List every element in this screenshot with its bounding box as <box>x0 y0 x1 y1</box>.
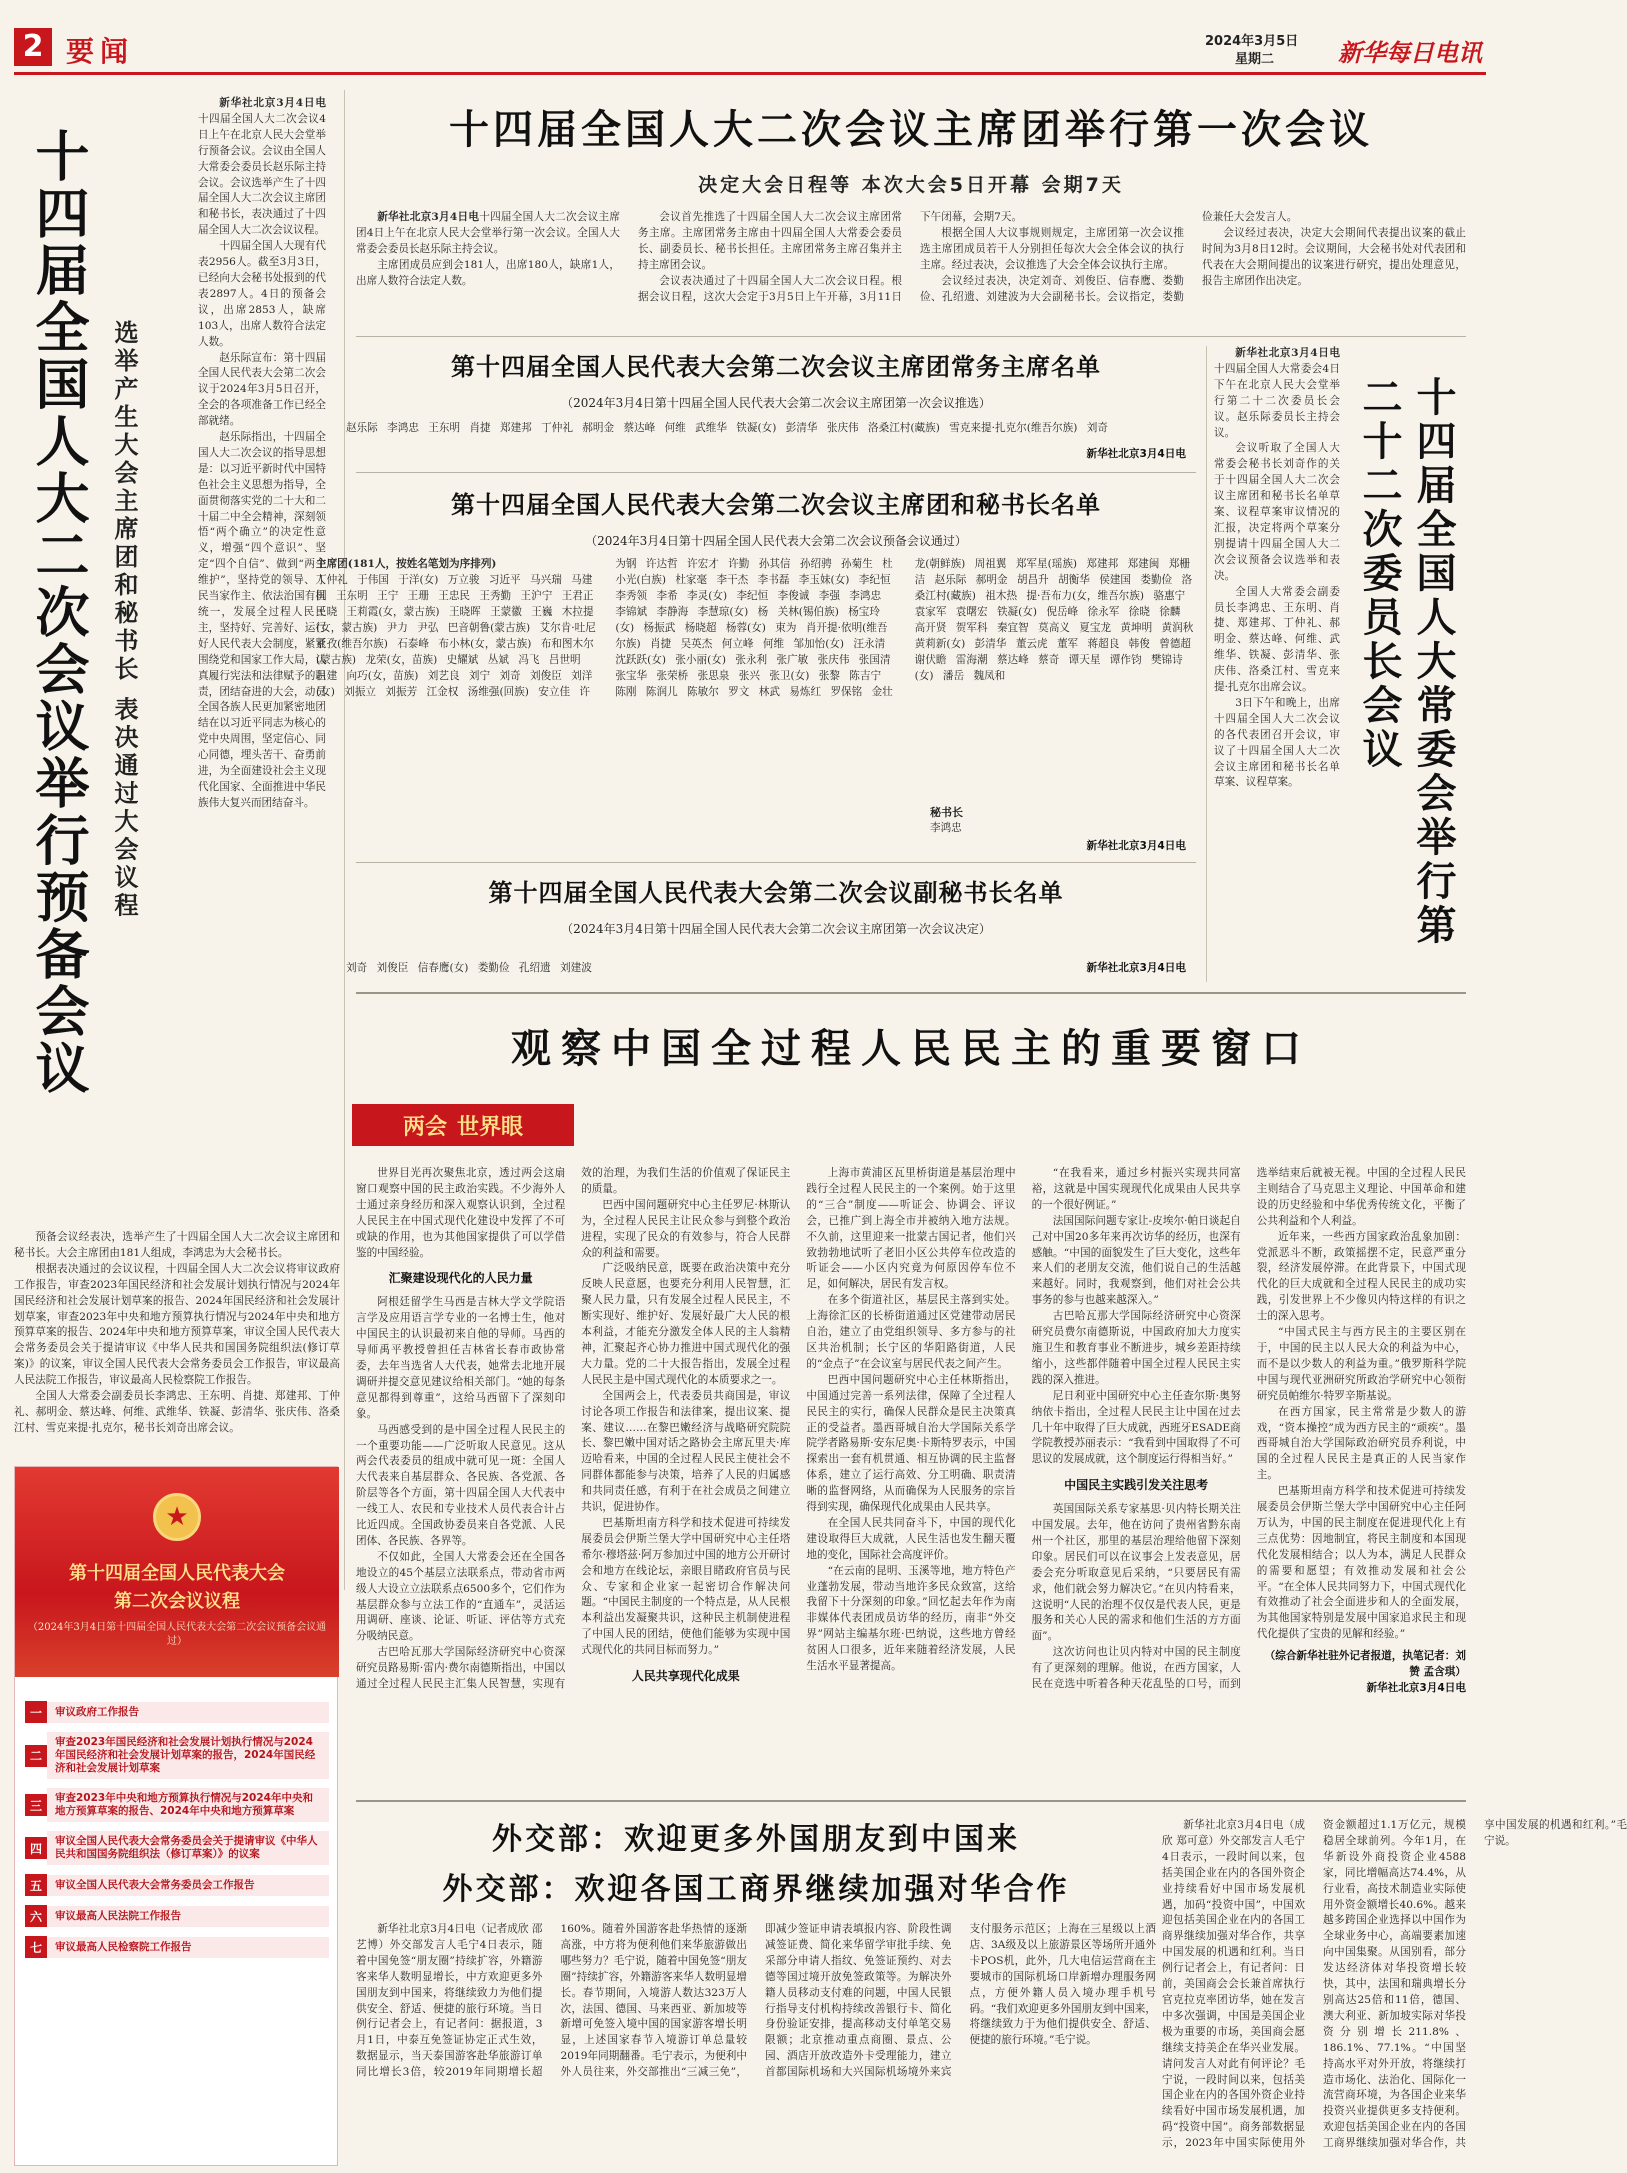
badge-word-b: 世界眼 <box>457 1114 524 1140</box>
standing-list-names: 赵乐际 李鸿忠 王东明 肖捷 郑建邦 丁仲礼 郝明金 蔡达峰 何维 武维华 铁凝(女) 彭清华 张庆伟 洛桑江村(藏族) 雪克来提·扎克尔(维吾尔族) 刘奇 <box>346 422 1108 434</box>
agenda-item <box>25 1701 329 1723</box>
right-headline: 十四届全国人大常委会举行第二十二次委员长会议 <box>1356 376 1456 948</box>
standing-list-note: （2024年3月4日第十四届全国人民代表大会第二次会议主席团第一次会议推选） <box>561 396 991 410</box>
feature-section-title: 汇聚建设现代化的人民力量 <box>388 1271 533 1286</box>
feature-para: 古巴哈瓦那大学国际经济研究中心资深研究员费尔南德斯说，中国政府加大力度实施卫生和教育事业不断进步，城乡差距持续缩小，这些都伴随着中国全过程人民民主实践的深入推进。 <box>1031 1310 1241 1386</box>
feature-para: 巴西中国问题研究中心主任罗尼·林斯认为，全过程人民民主让民众参与到整个政治进程，实现了民众的有效参与，符合人民群众的利益和需要。 <box>581 1198 791 1259</box>
agenda-item <box>25 1831 329 1865</box>
feature-para: 巴西中国问题研究中心主任林斯指出，中国通过完善一系列法律，保障了全过程人民民主的实行，确保人民群众是民主决策真正的受益者。墨西哥城自治大学国际关系学院学者路易斯·安东尼奥·卡斯特罗表示，中国探索出一套有机贯通、相互协调的民主监督体系，建立了运行高效、分工明确、职责清晰的监督网络，从而确保为人民服务的宗旨得到实现，确保现代化成果由人民共享。 <box>806 1373 1016 1514</box>
section-rule <box>356 992 1466 994</box>
feature-dateline: 新华社北京3月4日电 <box>1366 1682 1466 1694</box>
presidium-para: 会议首先推选了十四届全国人大二次会议主席团常务主席。主席团常务主席由十四届全国人大常委会委员长、副委员长、秘书长担任。主席团常务主席召集并主持主席团会议。 <box>638 211 902 271</box>
page-number: 2 <box>14 28 52 66</box>
left-dateline: 新华社北京3月4日电 <box>219 97 326 109</box>
agenda-item <box>25 1788 329 1822</box>
feature-para: 巴基斯坦南方科学和技术促进可持续发展委员会伊斯兰堡大学中国研究中心主任阿万认为，中国的民主制度在促进现代化上有三点优势：因地制宜，将民主制度和本国现代化发展相结合；以人为本，满足人民群众的需要和愿望；有效推动发展和社会公平。“在全体人民共同努力下，中国式现代化有效推动了社会全面进步和人的全面发展，为其他国家特别是发展中国家追求民主和现代化提供了宝贵的见解和经验。” <box>1256 1485 1466 1641</box>
agenda-title-line1: 第十四届全国人民代表大会 <box>69 1563 285 1584</box>
feature-badge <box>352 1104 574 1146</box>
agenda-item-number: 二 <box>25 1745 47 1767</box>
left-para: 十四届全国人大现有代表2956人。截至3月3日，已经向大会秘书处报到的代表2897人。4日的预备会议，出席2853人，缺席103人，出席人数符合法定人数。 <box>198 240 326 348</box>
right-para: 会议听取了全国人大常委会秘书长刘奇作的关于十四届全国人大二次会议主席团和秘书长名单草案、议程草案审议情况的汇报，决定将两个草案分别提请十四届全国人大二次会议预备会议选举和表决。 <box>1214 442 1340 582</box>
section-rule <box>356 862 1196 863</box>
presidium-list-names <box>316 556 1196 856</box>
feature-para: 近年来，一些西方国家政治乱象加剧：党派恶斗不断，政策摇摆不定，民意严重分裂，经济发展停滞。在此背景下，中国式现代化的巨大成就和全过程人民民主的成功实践，引发世界上不少像贝内特这样的有识之士的深入思考。 <box>1256 1230 1466 1323</box>
left-story-column <box>198 96 326 1228</box>
mofa-story-2-text: 新华社北京3月4日电（成欣 郑可意）外交部发言人毛宁4日表示，一段时间以来，包括美国企业在内的各国外资企业持续看好中国市场发展机遇，加码“投资中国”，中国欢迎包括美国企业在内的各国工商界继续加强对华合作，共享中国发展的机遇和红利。当日例行记者会上，有记者问：日前，美国商会会长兼首席执行官克拉克率团访华，她在发言中多次强调，中国是美国企业极为重要的市场，美国商会愿继续支持美企在华兴业发展。请问发言人对此有何评论？毛宁说，一段时间以来，包括美国企业在内的各国外资企业持续看好中国市场发展机遇，加码“投资中国”。商务部数据显示，2023年中国实际使用外资金额超过1.1万亿元，规模稳居全球前列。今年1月，在华新设外商投资企业4588家，同比增幅高达74.4%，从行业看，高技术制造业实际使用外资金额增长40.6%。越来越多跨国企业选择以中国作为全球业务中心，高端要素加速向中国集聚。从国别看，部分发达经济体对华投资增长较快，其中，法国和瑞典增长分别高达25倍和11倍，德国、澳大利亚、新加坡实际对华投资分别增长211.8%、186.1%、77.1%。“中国坚持高水平对外开放，将继续打造市场化、法治化、国际化一流营商环境，为各国企业来华投资兴业提供更多支持便利。欢迎包括美国企业在内的各国工商界继续加强对华合作，共享中国发展的机遇和红利。”毛宁说。 <box>1162 1819 1627 2150</box>
agenda-item-number: 六 <box>25 1905 47 1927</box>
secretary-general-label: 秘书长 <box>930 806 963 819</box>
agenda-item-label: 审查2023年国民经济和社会发展计划执行情况与2024年国民经济和社会发展计划草案的报告，2024年国民经济和社会发展计划草案 <box>47 1732 329 1779</box>
feature-para: 古巴哈瓦那大学国际经济研究中心资深研究员路易斯·雷内·费尔南德斯指出，中国以通过全过程人民民主汇集人民智慧，实现有效的治理，为我们生活的价值观了保证民主的质量。 <box>356 1167 791 1691</box>
standing-list-dateline: 新华社北京3月4日电 <box>1086 448 1186 460</box>
left-headline: 十四届全国人大二次会议举行预备会议 <box>27 128 90 1097</box>
masthead <box>0 0 1500 70</box>
deputy-list-headline: 第十四届全国人民代表大会第二次会议副秘书长名单 <box>488 879 1064 907</box>
deputy-list-names: 刘奇 刘俊臣 信春鹰(女) 娄勤俭 孔绍遗 刘建波 <box>346 962 592 974</box>
presidium-dateline: 新华社北京3月4日电 <box>377 211 480 223</box>
feature-para: 这次访问也让贝内特对中国的民主制度有了更深刻的理解。他说，在西方国家，人民在竞选中听着各种天花乱坠的口号，而到选举结束后就被无视。中国的全过程人民民主则结合了马克思主义理论、中国革命和建设的历史经验和中华优秀传统文化，平衡了公共利益和个人利益。 <box>1031 1167 1466 1691</box>
section-rule <box>356 472 1196 473</box>
presidium-para: 主席团成员应到会181人，出席180人，缺席1人，出席人数符合法定人数。 <box>356 258 620 287</box>
feature-para: 法国国际问题专家让-皮埃尔·帕日谈起自己对中国20多年来再次访华的经历，也深有感触。“中国的面貌发生了巨大变化，这些年来人们的老朋友交流，他们说自己的生活越来越好。同时，我观察到，他们对社会公共事务的参与也越来越深入。” <box>1031 1214 1241 1307</box>
agenda-banner <box>15 1467 339 1677</box>
presidium-headline: 十四届全国人大二次会议主席团举行第一次会议 <box>449 107 1373 153</box>
feature-para: 在西方国家，民主常常是少数人的游戏，“资本操控”成为西方民主的“顽疾”。墨西哥城自治大学国际政治研究员乔利说，中国的全过程人民民主是真正的人民当家作主。 <box>1256 1405 1466 1482</box>
presidium-para: 根据全国人大议事规则规定，主席团第一次会议推选主席团成员若干人分别担任每次大会全体会议的执行主席。经过表决，会议推选了大会全体会议执行主席。 <box>920 226 1184 271</box>
feature-para: 巴基斯坦南方科学和技术促进可持续发展委员会伊斯兰堡大学中国研究中心主任塔希尔·穆塔兹·阿万参加过中国的地方公开研讨会和地方在线论坛，亲眼目睹政府官员与民众、专家和企业家一起密切合作解决问题。“中国民主制度的一个特点是，从人民根本利益出发凝聚共识，这种民主机制使进程了中国人民的团结，使他们能够为实现中国式现代化的共同目标而努力。” <box>581 1516 791 1657</box>
emblem-star-icon: ★ <box>165 1502 189 1532</box>
brand-logo: 新华每日电讯 <box>1338 38 1482 67</box>
agenda-item-label: 审议全国人民代表大会常务委员会关于提请审议《中华人民共和国国务院组织法（修订草案）》的议案 <box>47 1831 329 1865</box>
presidium-list-note: （2024年3月4日第十四届全国人民代表大会第二次会议预备会议通过） <box>585 534 967 548</box>
standing-list-headline: 第十四届全国人民代表大会第二次会议主席团常务主席名单 <box>451 353 1101 381</box>
presidium-para: 十四届全国人大二次会议主席团4日上午在北京人民大会堂举行第一次会议。全国人大常委会委员长赵乐际主持会议。 <box>356 211 621 255</box>
date-text: 2024年3月5日 <box>1205 34 1299 49</box>
mofa-story-2 <box>1162 1818 1627 2166</box>
left-story-bottom <box>14 1230 340 1460</box>
left-para: 全国人大常委会副委员长李鸿忠、王东明、肖捷、郑建邦、丁仲礼、郝明金、蔡达峰、何维、武维华、铁凝、彭清华、张庆伟、洛桑江村、雪克来提·扎克尔，秘书长刘奇出席会议。 <box>14 1390 340 1434</box>
agenda-item-number: 四 <box>25 1837 47 1859</box>
feature-para: 全国两会上，代表委员共商国是，审议讨论各项工作报告和法律案，提出议案、提案、建议……在黎巴嫩经济与战略研究院院长、黎巴嫩中国对话之路协会主席瓦里夫·库迈哈看来，中国的全过程人民民主使社会不同群体都能参与决策，培养了人民的归属感和共同责任感，有利于在社会成员之间建立共识，促进协作。 <box>581 1389 791 1514</box>
section-rule <box>356 1800 1466 1802</box>
presidium-para: 会议经过表决，决定大会期间代表提出议案的截止时间为3月8日12时。会议期间，大会秘书处对代表团和代表在大会期间提出的议案进行研究，提出处理意见，报告主席团作出决定。 <box>1202 226 1466 287</box>
presidium-list-label: 主席团(181人，按姓名笔划为序排列) <box>316 558 497 570</box>
feature-para: “在云南的昆明、玉溪等地，地方特色产业蓬勃发展，带动当地许多民众致富，这给我留下十分深刻的印象。”回忆起去年作为南非媒体代表团成员访华的经历，南非“外交界”网站主编基尔班·巴纳说，这些地方曾经贫困人口很多，近年来随着经济发展，人民生活水平显著提高。 <box>806 1564 1016 1673</box>
left-lede: 十四届全国人大二次会议4日上午在北京人民大会堂举行预备会议。会议由全国人大常委会委员长赵乐际主持会议。会议选举产生了十四届全国人大二次会议主席团和秘书长，表决通过了十四届全国人大二次会议议程。 <box>198 112 326 237</box>
feature-para: 马西感受到的是中国全过程人民民主的一个重要功能——广泛听取人民意见。这从两会代表委员的组成中就可见一斑：全国人大代表来自基层群众、各民族、各党派、各阶层等各个方面，第十四届全国人大代表中一线工人、农民和专业技术人员代表合计占比近四成。全国政协委员来自各党派、人民团体、各民族、各界等。 <box>356 1423 566 1547</box>
feature-para: 英国国际关系专家基思·贝内特长期关注中国发展。去年，他在访问了贵州省黔东南州一个社区，那里的基层治理给他留下深刻印象。居民们可以在议事会上发表意见，居委会充分听取意见后采纳，“只要居民有需求，他们就会努力解决它。”在贝内特看来，这说明“人民的治理不仅仅是代表人民，更是服务和关心人民的需求和他们生活的方方面面”。 <box>1031 1503 1241 1643</box>
agenda-item-label: 审议全国人民代表大会常务委员会工作报告 <box>47 1875 329 1896</box>
presidium-para: 会议表决通过了十四届全国人大二次会议日程。根据会议日程，这次大会定于3月5日上午开幕，3月11日下午闭幕，会期7天。 <box>638 211 1023 303</box>
deputy-list-note: （2024年3月4日第十四届全国人民代表大会第二次会议主席团第一次会议决定） <box>561 922 991 936</box>
feature-section-title: 人民共享现代化成果 <box>631 1669 740 1684</box>
feature-para: 上海市黄浦区瓦里桥街道是基层治理中践行全过程人民民主的一个案例。始于这里的“三合”制度——听证会、协调会、评议会，已推广到上海全市并被纳入地方法规。不久前，这里迎来一批蒙古国记者，他们兴致勃勃地试听了老旧小区公共停车位改造的听证会——小区内究竟为何原因停车位不足，如何解决，居民有发言权。 <box>806 1167 1016 1291</box>
left-para: 赵乐际指出，十四届全国人大二次会议的指导思想是：以习近平新时代中国特色社会主义思想为指导，全面贯彻落实党的二十大和二十届二中全会精神，深刻领悟“两个确立”的决定性意义，增强“四个意识”、坚定“四个自信”、做到“两个维护”，坚持党的领导、人民当家作主、依法治国有机统一，发展全过程人民民主，坚持好、完善好、运行好人民代表大会制度，紧紧围绕党和国家工作大局，认真履行宪法和法律赋予的职责，团结奋进的大会，动员全国各族人民更加紧密地团结在以习近平同志为核心的党中央周围，坚定信心、同心同德，埋头苦干、奋勇前进，为全面建设社会主义现代化国家、全面推进中华民族伟大复兴而团结奋斗。 <box>198 431 326 809</box>
feature-para: 尼日利亚中国研究中心主任查尔斯·奥努纳依卡指出，全过程人民民主让中国在过去几十年中取得了巨大成就，西班牙ESADE商学院教授苏丽表示：“我看到中国取得了不可思议的发展成就，这个制度运行得相当好。” <box>1031 1389 1241 1466</box>
left-subhead: 选举产生大会主席团和秘书长 表决通过大会议程 <box>110 320 138 921</box>
feature-para: 在多个街道社区，基层民主落到实处。上海徐汇区的长桥街道通过区党建带动居民自治，建立了由党组织领导、多方参与的社区共治机制；长宁区的华阳路街道，人民的“金点子”在会议室与居民代表之间产生。 <box>806 1294 1016 1370</box>
right-dateline: 新华社北京3月4日电 <box>1235 347 1340 359</box>
mofa-story-1 <box>356 1922 1156 2166</box>
presidium-subhead: 决定大会日程等 本次大会5日开幕 会期7天 <box>698 174 1124 196</box>
left-para: 根据表决通过的会议议程，十四届全国人大二次会议将审议政府工作报告，审查2023年国民经济和社会发展计划执行情况与2024年国民经济和社会发展计划草案的报告、2024年国民经济和社会发展计划草案，审查2023年中央和地方预算执行情况与2024年中央和地方预算草案的报告、2024年中央和地方预算草案，审议全国人民代表大会常务委员会关于提请审议《中华人民共和国国务院组织法(修订草案)》的议案，审议全国人民代表大会常务委员会工作报告，审议最高人民法院工作报告，审议最高人民检察院工作报告。 <box>14 1262 340 1387</box>
mofa-story-1-text: 新华社北京3月4日电（记者成欣 邵艺博）外交部发言人毛宁4日表示，随着中国免签“朋友圈”持续扩容，外籍游客来华人数明显增长，中方欢迎更多外国朋友到中国来，将继续致力为他们提供安全、舒适、便捷的旅行环境。当日例行记者会上，有记者问：据报道，3月1日，中泰互免签证协定正式生效，数据显示，当天泰国游客赴华旅游订单同比增长3倍，较2019年同期增长超160%。随着外国游客赴华热情的逐渐高涨，中方将为便利他们来华旅游做出哪些努力？毛宁说，随着中国免签“朋友圈”持续扩容，外籍游客来华人数明显增长。春节期间，入境游人数达323万人次，法国、德国、马来西亚、新加坡等新增可免签入境中国的国家游客增长明显，上述国家春节入境游订单总量较2019年同期翻番。毛宁表示，为便利中外人员往来，外交部推出“三减三免”，即减少签证申请表填报内容、阶段性调减签证费、简化来华留学审批手续、免采部分申请人指纹、免签证预约、对去德等国过境开放免签政策等。为解决外籍人员移动支付难的问题，中国人民银行指导支付机构持续改善银行卡、简化身份验证安排，提高移动支付单笔交易限额；北京推动重点商圈、景点、公园、酒店开放改造外卡受理能力，建立首都国际机场和大兴国际机场境外来宾支付服务示范区；上海在三星级以上酒店、3A级及以上旅游景区等场所开通外卡POS机，此外，几大电信运营商在主要城市的国际机场口岸新增办理服务网点，方便外籍人员入境办理手机号码。“我们欢迎更多外国朋友到中国来，将继续致力于为他们提供安全、舒适、便捷的旅行环境。”毛宁说。 <box>356 1923 1156 2079</box>
agenda-item-number: 一 <box>25 1701 47 1723</box>
presidium-list-dateline: 新华社北京3月4日电 <box>1086 840 1186 852</box>
agenda-item-label: 审议政府工作报告 <box>47 1702 329 1723</box>
secretary-general-name: 李鸿忠 <box>930 822 962 834</box>
agenda-item <box>25 1874 329 1896</box>
agenda-title-line2: 第二次会议议程 <box>114 1591 240 1612</box>
agenda-box <box>14 1466 338 2166</box>
presidium-list-headline: 第十四届全国人民代表大会第二次会议主席团和秘书长名单 <box>451 491 1101 519</box>
feature-para: 阿根廷留学生马西是吉林大学文学院语言学及应用语言学专业的一名博士生，他对中国民主的认识最初来自他的导师。马西的导师禹平教授曾担任吉林省长春市政协常委，去年当选省人大代表，她常去北地开展调研并提交意见建议给相关部门。“她的每条意见都得到尊重”，这给马西留下了深刻印象。 <box>356 1296 566 1420</box>
presidium-list-members: 丁仲礼 于伟国 于洋(女) 万立骏 习近平 马兴瑞 马建国 王东明 王宁 王珊 王忠民 王秀勤 王沪宁 王君正 王晓 王莉霞(女，蒙古族) 王晓晖 王蒙徽 王巍 木拉提(女，蒙古族) 尹力 尹弘 巴音朝鲁(蒙古族) 艾尔肯·吐尼亚孜(维吾尔族) 石泰峰 布小林(女，蒙古族) 布和图木尔(蒙古族) 龙荣(女，苗族) 史耀斌 丛斌 冯飞 吕世明 吕建 向巧(女，苗族) 刘艺良 刘宁 刘奇 刘俊臣 刘洋(女) 刘振立 刘振芳 江金权 汤维强(回族) 安立佳 许为钢 许达哲 许宏才 许勤 孙其信 孙绍骋 孙菊生 杜小光(白族) 杜家毫 李干杰 李书磊 李玉妹(女) 李纪恒 李秀领 李希 李灵(女) 李纪恒 李俊诚 李强 李鸿忠 李锦斌 李静海 李慧琼(女) 杨 关林(锡伯族) 杨宝玲(女) 杨振武 杨晓超 杨蓉(女) 束为 肖开提·依明(维吾尔族) 肖捷 吴英杰 何立峰 何维 邹加怡(女) 汪永清 沈跃跃(女) 张小丽(女) 张永利 张广敏 张庆伟 张国清 张宝华 张荣桥 张思泉 张兴 张卫(女) 张黎 陈吉宁 陈刚 陈润儿 陈敏尔 罗文 林武 易炼红 罗保铭 金壮龙(朝鲜族) 周祖翼 郑军星(瑶族) 郑建邦 郑建闽 郑栅洁 赵乐际 郝明金 胡昌升 胡衡华 侯建国 娄勤俭 洛桑江村(藏族) 祖木热 提·吾布力(女，维吾尔族) 骆惠宁 袁家军 袁曙宏 铁凝(女) 倪岳峰 徐永军 徐晓 徐麟 高开贤 贺军科 秦宜智 莫高义 夏宝龙 黄坤明 黄润秋 黄莉新(女) 彭清华 董云虎 董军 蒋超良 韩俊 曾德超 谢伏瞻 雷海潮 蔡达峰 蔡奇 谭天星 谭作钧 樊锦诗(女) 潘岳 魏凤和 <box>316 558 1194 698</box>
agenda-item-number: 三 <box>25 1794 47 1816</box>
feature-headline: 观察中国全过程人民民主的重要窗口 <box>511 1025 1311 1072</box>
right-lede: 十四届全国人大常委会4日下午在北京人民大会堂举行第二十二次委员长会议。赵乐际委员长主持会议。 <box>1214 362 1340 439</box>
agenda-item-number: 五 <box>25 1874 47 1896</box>
feature-intro: 世界目光再次聚焦北京，透过两会这扇窗口观察中国的民主政治实践。不少海外人士通过亲身经历和深入观察认识到，全过程人民民主在中国式现代化建设中发挥了不可或缺的作用，也为其他国家提供了可以学借鉴的中国经验。 <box>356 1167 566 1259</box>
feature-para: “中国式民主与西方民主的主要区别在于，中国的民主以人民大众的利益为中心，而不是以少数人的利益为重。”俄罗斯科学院中国与现代亚洲研究所政治学研究中心领衔研究员帕维尔·特罗辛斯基说。 <box>1256 1326 1466 1402</box>
left-para: 预备会议经表决，选举产生了十四届全国人大二次会议主席团和秘书长。大会主席团由181人组成，李鸿忠为大会秘书长。 <box>14 1231 340 1259</box>
agenda-item-label: 审议最高人民法院工作报告 <box>47 1906 329 1927</box>
right-para: 3日下午和晚上，出席十四届全国人大二次会议的各代表团召开会议，审议了十四届全国人大二次会议主席团和秘书长名单草案、议程草案。 <box>1214 696 1340 789</box>
agenda-item <box>25 1936 329 1958</box>
agenda-item-number: 七 <box>25 1936 47 1958</box>
masthead-rule <box>14 72 1486 75</box>
feature-para: 广泛吸纳民意，既要在政治决策中充分反映人民意愿，也要充分利用人民智慧，汇聚人民力量，只有发展全过程人民民主，不断实现好、维护好、发展好最广大人民的根本利益，才能充分激发全体人民的主人翁精神，汇聚起齐心协力推进中国式现代化的强大力量。党的二十大报告指出，发展全过程人民民主是中国式现代化的本质要求之一。 <box>581 1262 791 1386</box>
mofa-headline-1: 外交部：欢迎更多外国朋友到中国来 <box>492 1822 1020 1857</box>
deputy-list-dateline: 新华社北京3月4日电 <box>1086 962 1186 974</box>
agenda-item-label: 审查2023年中央和地方预算执行情况与2024年中央和地方预算草案的报告、2024年中央和地方预算草案 <box>47 1788 329 1822</box>
feature-byline: （综合新华社驻外记者报道，执笔记者：刘赞 孟含琪） <box>1264 1650 1466 1679</box>
feature-para: “在我看来，通过乡村振兴实现共同富裕，这就是中国实现现代化成果由人民共享的一个很好例证。” <box>1031 1167 1241 1211</box>
agenda-note: （2024年3月4日第十四届全国人民代表大会第二次会议预备会议通过） <box>27 1622 327 1647</box>
agenda-item-label: 审议最高人民检察院工作报告 <box>47 1937 329 1958</box>
right-para: 全国人大常委会副委员长李鸿忠、王东明、肖捷、郑建邦、丁仲礼、郝明金、蔡达峰、何维、武维华、铁凝、彭清华、张庆伟、洛桑江村、雪克来提·扎克尔出席会议。 <box>1214 585 1340 694</box>
presidium-para: 会议经过表决，决定刘奇、刘俊臣、信春鹰、娄勤俭、孔绍遗、刘建波为大会副秘书长。会议指定，娄勤俭兼任大会发言人。 <box>920 211 1298 303</box>
feature-section-title: 中国民主实践引发关注思考 <box>1064 1478 1209 1493</box>
agenda-item <box>25 1905 329 1927</box>
column-divider <box>1206 346 1207 982</box>
section-rule <box>356 336 1466 337</box>
presidium-story-body <box>356 210 1466 330</box>
badge-word-a: 两会 <box>402 1114 447 1140</box>
weekday-text: 星期二 <box>1235 52 1275 67</box>
right-story-column <box>1214 346 1340 982</box>
mofa-headline-2: 外交部：欢迎各国工商界继续加强对华合作 <box>442 1872 1070 1907</box>
feature-body <box>356 1166 1466 1768</box>
agenda-item <box>25 1732 329 1779</box>
feature-para: 在全国人民共同奋斗下，中国的现代化建设取得巨大成就，人民生活也发生翻天覆地的变化，国际社会高度评价。 <box>806 1516 1016 1561</box>
section-title: 要闻 <box>66 35 135 68</box>
left-para: 赵乐际宣布：第十四届全国人民代表大会第二次会议于2024年3月5日召开，全会的各项准备工作已经全部就绪。 <box>198 351 326 428</box>
agenda-list <box>25 1701 329 1967</box>
feature-para: 不仅如此，全国人大常委会还在全国各地设立的45个基层立法联系点，带动省市两级人大设立立法联系点6500多个，它们作为基层群众参与立法工作的“直通车”，灵活运用调研、座谈、论证、听证、评估等方式充分吸纳民意。 <box>356 1550 566 1643</box>
